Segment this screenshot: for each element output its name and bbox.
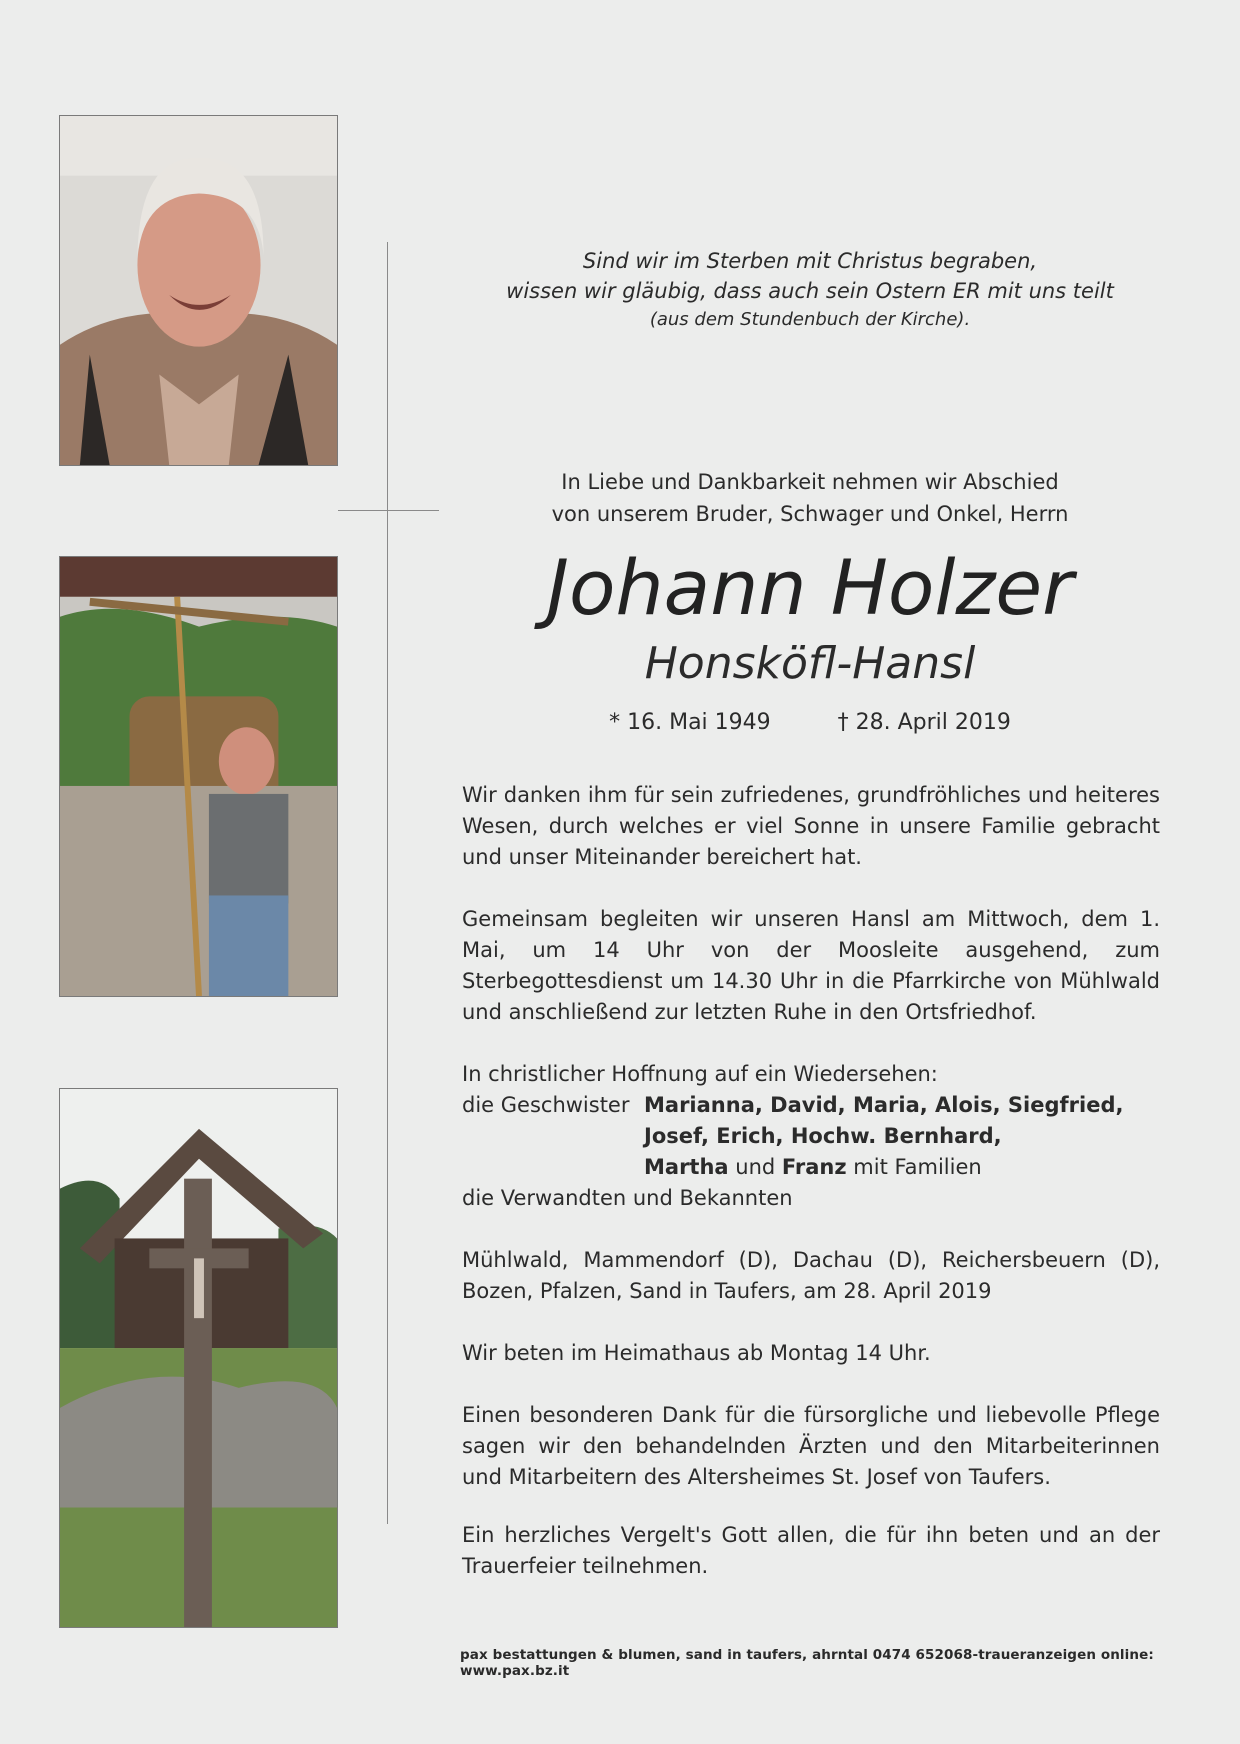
rake-photo	[59, 556, 338, 997]
sibling-franz: Franz	[781, 1155, 847, 1179]
cross-horizontal-line	[338, 510, 439, 511]
siblings-names-2: Josef, Erich, Hochw. Bernhard,	[644, 1124, 1002, 1148]
siblings-line-1	[462, 1090, 1160, 1121]
funeral-home-footer: pax bestattungen & blumen, sand in taufers, ahrntal 0474 652068-traueranzeigen online: www.pax.bz.it	[460, 1647, 1154, 1679]
bible-quote	[440, 246, 1180, 334]
cross-vertical-line	[387, 242, 388, 1524]
siblings-label: die Geschwister	[462, 1093, 630, 1117]
sibling-martha: Martha	[644, 1155, 729, 1179]
hope-line: In christlicher Hoffnung auf ein Wiedersehen:	[462, 1062, 938, 1086]
quote-line-2: wissen wir gläubig, dass auch sein Ostern ER mit uns teilt	[506, 279, 1114, 303]
wayside-cross-photo	[59, 1088, 338, 1628]
deceased-nickname: Honsköfl-Hansl	[644, 638, 976, 689]
siblings-names-1: Marianna, David, Maria, Alois, Siegfried,	[644, 1093, 1124, 1117]
prayer-paragraph: Wir beten im Heimathaus ab Montag 14 Uhr.	[462, 1341, 931, 1365]
farewell-intro	[440, 466, 1180, 530]
birth-date: * 16. Mai 1949	[609, 710, 771, 735]
places-paragraph: Mühlwald, Mammendorf (D), Dachau (D), Reichersbeuern (D), Bozen, Pfalzen, Sand in Taufers, am 28. April 2019	[462, 1248, 1160, 1303]
relatives-line: die Verwandten und Bekannten	[462, 1186, 793, 1210]
funeral-paragraph: Gemeinsam begleiten wir unseren Hansl am Mittwoch, dem 1. Mai, um 14 Uhr von der Moosleite ausgehend, zum Sterbegottesdienst um 14.30 Uhr in die Pfarrkirche von Mühlwald und anschließend zur letzten Ruhe in den Ortsfriedhof.	[462, 907, 1160, 1024]
siblings-line-3	[462, 1152, 1160, 1183]
siblings-families: mit Familien	[846, 1155, 982, 1179]
death-date: † 28. April 2019	[837, 710, 1011, 735]
deceased-name: Johann Holzer	[546, 543, 1074, 632]
intro-line-1: In Liebe und Dankbarkeit nehmen wir Abschied	[561, 470, 1059, 494]
portrait-photo	[59, 115, 338, 466]
life-dates	[440, 707, 1180, 739]
special-thanks-paragraph: Einen besonderen Dank für die fürsorgliche und liebevolle Pflege sagen wir den behandelnden Ärzten und den Mitarbeiterinnen und Mitarbeitern des Altersheimes St. Josef von Taufers.	[462, 1403, 1160, 1489]
thanks-paragraph: Wir danken ihm für sein zufriedenes, grundfröhliches und heiteres Wesen, durch welches er viel Sonne in unsere Familie gebracht und unser Miteinander bereichert hat.	[462, 783, 1160, 869]
obituary-text	[462, 780, 1160, 1582]
quote-source: (aus dem Stundenbuch der Kirche).	[649, 309, 971, 330]
siblings-und: und	[728, 1155, 782, 1179]
intro-line-2: von unserem Bruder, Schwager und Onkel, Herrn	[551, 502, 1069, 526]
quote-line-1: Sind wir im Sterben mit Christus begraben,	[582, 249, 1038, 273]
siblings-line-2	[462, 1121, 1160, 1152]
closing-paragraph: Ein herzliches Vergelt's Gott allen, die für ihn beten und an der Trauerfeier teilnehmen.	[462, 1523, 1160, 1578]
